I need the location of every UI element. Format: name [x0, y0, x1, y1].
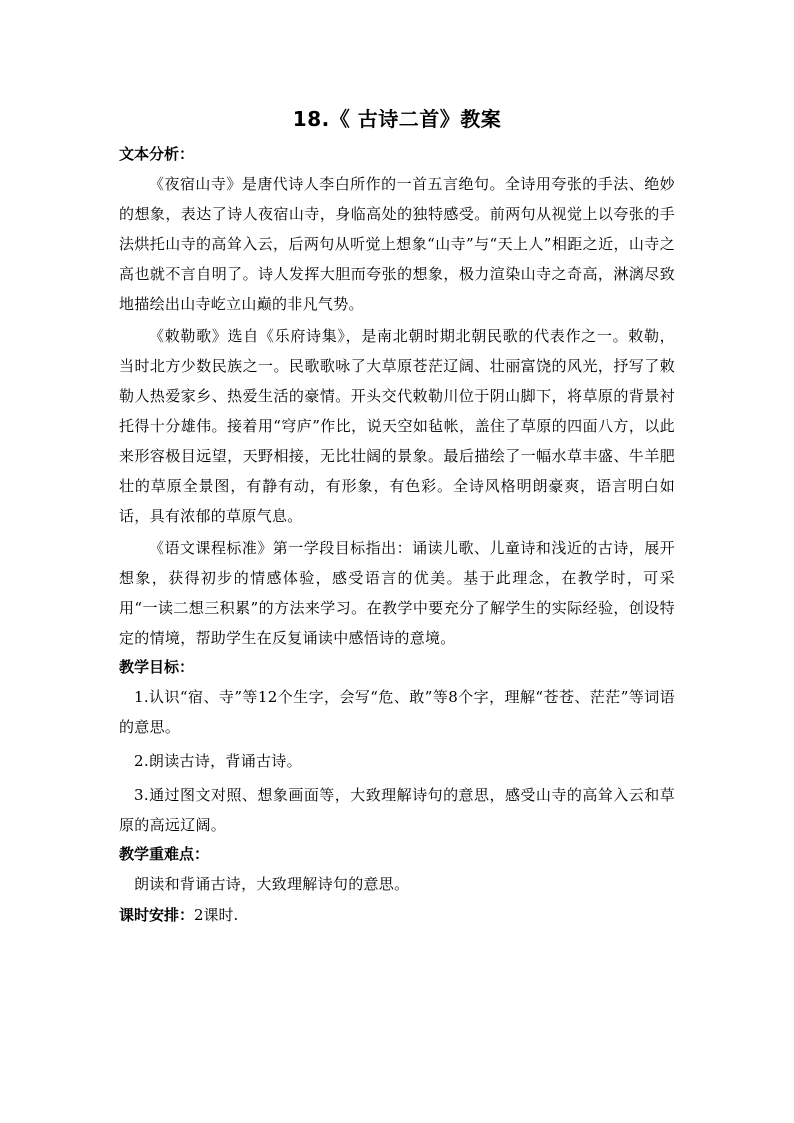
key-points-heading: 教学重难点： [119, 845, 210, 863]
schedule-value: 2课时. [194, 906, 239, 924]
key-points-section [119, 840, 675, 899]
objective-item-1: 1.认识“宿、寺”等12个生字，会写“危、敢”等8个字，理解“苍苍、茫茫”等词语的意思。 [119, 688, 675, 736]
analysis-paragraph-2: 《敕勒歌》选自《乐府诗集》，是南北朝时期北朝民歌的代表作之一。敕勒，当时北方少数民族之一。民歌歌咏了大草原苍茫辽阔、壮丽富饶的风光，抒写了敕勒人热爱家乡、热爱生活的豪情。开头交代敕勒川位于阴山脚下，将草原的背景衬托得十分雄伟。接着用“穹庐”作比，说天空如毡帐，盖住了草原的四面八方，以此来形容极目远望，天野相接，无比壮阔的景象。最后描绘了一幅水草丰盛、牛羊肥壮的草原全景图，有静有动，有形象，有色彩。全诗风格明朗豪爽，语言明白如话，具有浓郁的草原气息。 [119, 327, 675, 525]
schedule-line [119, 901, 675, 929]
schedule-label: 课时安排： [119, 906, 195, 924]
analysis-paragraph-3: 《语文课程标准》第一学段目标指出：诵读儿歌、儿童诗和浅近的古诗，展开想象，获得初步的情感体验，感受语言的优美。基于此理念，在教学时，可采用“一读二想三积累”的方法来学习。在教学中要充分了解学生的实际经验，创设特定的情境，帮助学生在反复诵读中感悟诗的意境。 [119, 539, 675, 647]
lesson-plan-page [119, 106, 675, 929]
objective-item-2: 2.朗读古诗，背诵古诗。 [134, 752, 302, 770]
analysis-section [119, 140, 675, 653]
objectives-section [119, 653, 675, 840]
analysis-paragraph-1: 《夜宿山寺》是唐代诗人李白所作的一首五言绝句。全诗用夸张的手法、绝妙的想象，表达了诗人夜宿山寺，身临高处的独特感受。前两句从视觉上以夸张的手法烘托山寺的高耸入云，后两句从听觉上想象“山寺”与“天上人”相距之近，山寺之高也就不言自明了。诗人发挥大胆而夸张的想象，极力渲染山寺之奇高，淋漓尽致地描绘出山寺屹立山巅的非凡气势。 [119, 175, 675, 313]
analysis-heading: 文本分析： [119, 145, 195, 163]
page-title: 18.《 古诗二首》教案 [292, 107, 502, 131]
objective-item-3: 3.通过图文对照、想象画面等，大致理解诗句的意思，感受山寺的高耸入云和草原的高远辽阔。 [119, 786, 675, 834]
objectives-heading: 教学目标： [119, 658, 195, 676]
key-points-text: 朗读和背诵古诗，大致理解诗句的意思。 [134, 875, 410, 893]
